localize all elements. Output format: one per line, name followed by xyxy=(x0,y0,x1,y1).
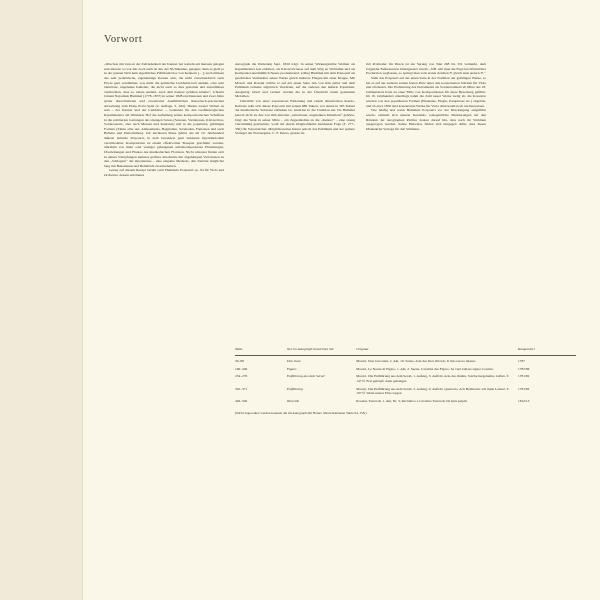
cell-komponiert: 1781/82 xyxy=(517,374,530,379)
column-left xyxy=(104,62,224,178)
table-row xyxy=(235,384,576,396)
cell-takte: 345–371 xyxy=(235,386,248,391)
cell-komponiert: 1787 xyxy=(517,358,525,363)
cell-takte: 29–88 xyxy=(235,358,244,363)
column-header-komponiert: Komponiert xyxy=(518,347,576,355)
cell-takte: 402–540 xyxy=(235,399,248,404)
paragraph: mit Probleme: Im Druck ist ein Sprung von Takt 268 bis 331 vermerkt, dem folgender Fußnotentext hinzugesetzt wurde: „NB. will man die Fuga bei öffentlicher Production weglassen, so springt man vom ersten Zeichen ❧ gleich zum andern ❧.“ xyxy=(366,62,487,76)
cell-bezeichnet: Entführung aus dem Serail xyxy=(286,374,325,379)
paragraph: Steht das Potpourri auf der einen Seite in der Tradition der gefälligen Werke, so hat es auf der anderen seinen festen Platz unter den konzertanten Stücken für Viola und Orchester. Die Etablierung des Instruments als Soloinstrument ab Mitte des 18. Jahrhunderts hatte zu einer Fülle von Kompositionen für diese Besetzung geführt. Im 19. Jahrhundert allerdings nahm die Zahl neuer Werke stetig ab, die Konzerte wurden von den populäreren Formen (Phantasie, Elegie, Paraphrase etc.) abgelöst, und ab etwa 1850 sind konzertante Werke für Viola dann kaum noch nachzuweisen. xyxy=(366,75,486,108)
cell-takte: 254–276 xyxy=(235,374,248,379)
table-row xyxy=(235,363,576,371)
page-title: Vorwort xyxy=(104,34,143,45)
page-left-margin-band xyxy=(0,0,83,600)
table-row xyxy=(235,371,576,383)
paragraph: Wie häufig und wann Hummels Potpourri vor der Drucklegung aufgeführt wurde, entzieht sich unserer Kenntnis. Gelegentliche Markierungen auf den Rändern der autographen Partitur deuten darauf hin, dass nach ihr Stimmen ausgezogen wurden. Keine Hinweise finden sich hingegen dafür, dass dieses Manuskript Vorlage für den Stimmen- xyxy=(366,108,486,131)
paragraph: Genau auf diesem Rezept beruht auch Hummels Potpourri op. 94 für Viola und Orchester, dessen erhaltenes xyxy=(104,168,224,177)
table-row xyxy=(235,396,576,404)
column-header-bezeichnet: Nur im Autograph bezeichnet mit xyxy=(287,347,356,355)
quotation-table-container xyxy=(235,347,576,415)
paragraph: „Obschon mir nun an der Zufriedenheit der Kenner bei weitem am meisten gelegen sein musste: so war mir doch auch an der, der Nichtkenner, gelegen; denn es giebt ja in der ganzen Welt kein eigentliches Publikum blos von Kennern […]; auch müssen das sehr pedantische, eigensinnige Kenner sein, die nicht zwischendurch auch Etwas gern vernähmen, was mehr die gemischte Liebhaberwelt anzieht, oder sehr talentlose, ungelenke Künstler, die nicht auch so dies gestalten und auszuführen vermöchten, dass es, neben Andern, auch dem Kenner gefallen könnte“, schreibt Johann Nepomuk Hummel (1778–1837) in seiner 1828 erschienenen und zwei Jahre später überarbeiteten und erweiterten Ausführlichen theoretisch-practischen Anweisung zum Piano-Forte-Spiel (2. Auflage, S. 462). Diener zweier Welten zu sein – der Kenner und der Liebhaber –, bedeutete für den Großherzoglichen Kapellmeister am Weimarer Hof die Aufteilung seines kompositorischen Schaffens in die etablierten Gattungen des strengen Satzes (Sonaten, Variationen, Klaviertrios, Solokonzerte, aber auch Messen und Kantaten) und in die populären, gefälligen Formen (Tänze aller Art, Amusements, Bagatellen, Serenaden, Fantasien und auch Ballette und Pantomimen). Zur leichteren Muse gehört das im 19. Jahrhundert äußerst beliebte Potpourri, in dem besonders gern bekannte Opernmelodien verschiedener Komponisten zu einem effektvollen Bouquet geschnürt wurden, umrahmt von mehr oder weniger gelungenen selbstkomponierten Einleitungen, Überleitungen und Finales des musikalischen Floristen. Nicht umsonst finden sich in diesen Schöpfungen mehrere größere Abschnitte mit angehängten Variationen zu den „Schlagern“ der Opernszene – eine elegante Methode, den Zuhörer möglichst lang mit Bekanntem und Beliebtem zu unterhalten. xyxy=(104,62,224,168)
table-body xyxy=(235,355,576,404)
cell-bezeichnet: Tancredi xyxy=(286,399,299,404)
cell-original: Mozart, Don Giovanni, 2. Akt, 10. Szene, Arie des Don Ottavio, Il mio tesoro intanto xyxy=(356,358,476,363)
quotation-table xyxy=(235,347,576,404)
table-row xyxy=(235,355,576,363)
cell-bezeichnet: Don Juan xyxy=(286,358,301,363)
table-footnote: (Nicht zugeordnet werden konnten die im Autograph mit Bolero überschriebenen Takte 94–158.) xyxy=(235,410,367,415)
cell-original: Rossini, Tancredi, 1. Akt, Nr. 3, Recitativo e Cavatina Tancredi, Di tanti palpiti xyxy=(356,399,467,404)
cell-original: Mozart, Die Entführung aus dem Serail, 2. Aufzug, 9. Auftritt, Quartetto, Ach Belmonte! ach mein Leben!, T. 197 ff. Wenn unsrer Ehre wegen xyxy=(356,386,510,396)
cell-takte: 160–246 xyxy=(235,366,248,371)
column-header-takte: Takte xyxy=(235,347,287,355)
cell-original: Mozart, Die Entführung aus dem Serail, 1. Aufzug, 3. Auftritt, Arie des Osmin, Solche hergelaufne Laffen, T. 147 ff. Erst geköpft, dann gehangen xyxy=(356,374,510,383)
paragraph: Umrahmt von einer expressiven Einleitung und einem tänzerischen Rondo-Kehraus reiht sich dieses Potpourri mit seinen 686 Takten, von denen in 395 Takten die musikalische Substanz entliehen ist, zunächst in die Tradition ein. Da Hummel jedoch nicht zu den von ihm zitierten „talentlosen, ungelenken Künstlern“ gehörte, birgt das Werk in seiner Mitte – ein Zugeständnis an die „Kenner“ – eine streng vierstimmig gearbeitete, wohl auf einem Originalthema beruhende Fuge (T. 277–330) für Solostreicher. Möglicherweise hatten jedoch das Publikum und der spätere Verleger der Erstausgabe, C. F. Peters, gerade da- xyxy=(235,99,355,136)
column-middle xyxy=(235,62,355,136)
cell-bezeichnet: Entführung xyxy=(286,386,303,391)
paragraph: Autograph die Datierung Sept. 1820 trägt. In seiner Wirkungsstätte Weimar als Kapellmeister fest etabliert, als Klaviervirtuose auf dem Weg zu Weltruhm und als Komponist unermüdlich Neues produzierend, schlug Hummel mit dem Potpourri als geschickter Vermarkter seiner Werke gleich mehrere Fliegen mit einer Klappe. Mit Mozart und Rossini wählte er auf der einen Seite den von ihm selbst und dem Publikum beinahe abgöttisch Verehrten, auf der anderen den äußerst Populären. Ausgiebig zitiert und variiert werden die in der Übersicht unten genannten Melodien. xyxy=(235,62,355,99)
page-content xyxy=(104,34,576,574)
table-head xyxy=(235,347,576,355)
table-header-row xyxy=(235,347,576,355)
cell-original: Mozart, Le Nozze di Figaro, 1. Akt, 2. Szene, Cavatina des Figaro, Se vuol ballare signor Contino xyxy=(356,366,494,371)
cell-komponiert: 1785/86 xyxy=(517,366,530,371)
cell-komponiert: 1781/82 xyxy=(517,386,530,391)
column-header-original: Original xyxy=(356,347,518,355)
cell-bezeichnet: Figaro xyxy=(286,366,297,371)
cell-komponiert: 1812/13 xyxy=(517,399,530,404)
column-right xyxy=(366,62,576,131)
